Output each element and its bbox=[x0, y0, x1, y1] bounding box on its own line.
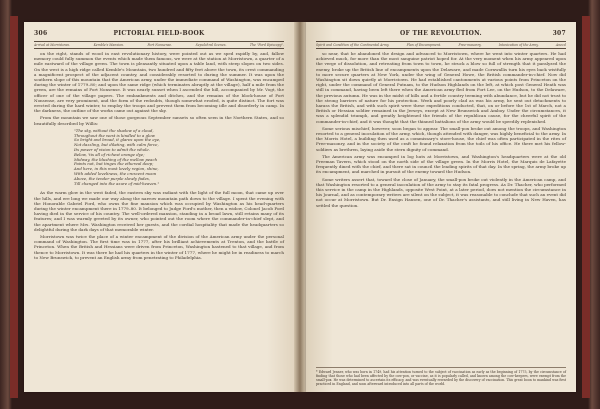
left-page bbox=[24, 22, 294, 392]
running-head: Free-masonry. bbox=[458, 43, 482, 47]
book-gutter bbox=[294, 22, 306, 392]
poem-line: Its power of vision to admit the whole. bbox=[74, 147, 150, 153]
body-text bbox=[316, 51, 566, 210]
poem-line: And here, in this most lovely region, shine, bbox=[74, 166, 159, 172]
running-head: The "Ford Episcopy". bbox=[249, 43, 284, 47]
running-head: Anecd bbox=[555, 43, 566, 47]
running-head: Fort Nonsense. bbox=[147, 43, 173, 47]
body-text bbox=[34, 51, 284, 262]
running-head: Spirit and Condition of the Continental Army. bbox=[316, 43, 390, 47]
poem-line: So bright and broad, it glares upon the eye, bbox=[74, 137, 161, 143]
paragraph: Morristown was twice the place of a winter encampment of the division of the American army under the personal command of Washington. The first time was in 1777, after his brilliant achievements at Trenton, and the battle of Princeton. When the British and Hessians were driven from Princeton, Washington hastened to that village, and from thence to Morristown. It was there he had his quarters in the winter of 1777, where he might be in readiness to march to New Brunswick, to prevent an English army from penetrating to Philadelphia. bbox=[34, 234, 284, 260]
paragraph: Some writers assert that, toward the close of January, the small-pox broke out violently in the American camp, and that Washington resorted to a general inoculation of the army to stay its fatal progress. As Dr. Thacher, who performed this service in the camp in the Highlands, opposite West Point, at a later period, does not mention the circumstance in his Journal, and as contemporary writers are silent on the subject, it was reasonable to conclude that such an event did not occur at Morristown. But Dr. Ensign Hansen, one of Dr. Thacher's assistants, and still living in New Haven, has settled the question. bbox=[316, 176, 566, 208]
paragraph: Some serious mischief, however, soon began to appear. The small-pox broke out among the troops, and Washington resorted to a general inoculation of the army, which, though attended with danger, was highly beneficial to the army. In the Morris Hotel, a building then used as a commissary's store-house, the chief was often participated in the rites of Free-masonry, and in the society of the craft he found relaxation from the toils of his office. He there met his fellow-soldiers as brethren, laying aside the stern dignity of command. bbox=[316, 125, 566, 152]
paragraph: so near, that he abandoned the design and advanced to Morristown, where he went into winter quarters. He had achieved much, for more than the most sanguine patriot hoped for. At the very moment when his army appeared upon the verge of dissolution, and retreating from town to town, he struck a blow so full of strength that it paralyzed the enemy, broke up the British line of encampments upon the Delaware, and made Cornwallis turn his eyes back wistfully to more secure quarters at New York, under the wing of General Howe, the British commander-in-chief. Now did Washington sit down quietly at Morristown. He had established cantonments at various points from Princeton on the right, under the command of General Putnam, to the Hudson Highlands on the left, at which post General Heath was still in command, having been left there when the American army fled from Fort Lee, on the Hudson, to the Delaware, the previous autumn. He was in the midst of hills and a fertile country teeming with abundance, but he did not trust to the strong barriers of nature for his protection. Week and poorly clad as was his army, he sent out detachments to harass the British, and with such spirit were these expeditions conducted, that, on or before the 1st of March, not a British or Hessian soldier remained in the Jerseys, except at New Brunswick and Amboy. Under the circumstances, it was a splendid triumph, and greatly heightened the friends of the republican cause, for the cheerful spirit of the commander-in-chief, and it was thought that the thinned battalions of the army would be speedily replenished. bbox=[316, 51, 566, 124]
page-number: 307 bbox=[552, 30, 566, 37]
paragraph: As the warm glow in the west faded, the eastern sky was radiant with the light of the full moon, that came up over the hills, and ere long we made our way along the narrow mountain path down to the village. I spent the evening with the Honorable Gabriel Ford, who owns the fine mansion which was occupied by Washington as his head-quarters during the winter encampment there in 1779–80. It belonged to Judge Ford's mother, then a widow, Colonel Jacob Ford having died in the service of his country. The well-ordered mansion, standing in a broad lawn, still retains many of its features; and I was warmly greeted by its owner, who pointed out the room where the commander-in-chief slept, and the apartment where Mrs. Washington received her guests, and the cordial hospitality that made the headquarters so delightful during the dark days of that memorable winter. bbox=[34, 190, 284, 232]
page-number: 306 bbox=[34, 30, 48, 37]
right-page bbox=[306, 22, 576, 392]
running-heads bbox=[34, 41, 284, 49]
paragraph: The American army was encamped in log huts at Morristown, and Washington's headquarters were at the old Freeman Tavern, which stood on the north side of the village green. In the Morris Hotel, the Marquis de Lafayette frequently dined with the chief, and there sat in council the leading spirits of that day. In the spring, the army broke up its encampment, and marched in pursuit of the enemy toward the Hudson. bbox=[316, 153, 566, 175]
paragraph: on the right, stands of wood in east revolutionary history, were pointed out as we sped rapidly by, and, fallow memory could fully summon the events which made them famous, we were at the station at Morristown, a quarter of a mile eastward of the village green. The town is pleasantly situated upon a table land, with steep slopes on two sides. On the west is a high ridge called Kemble's Mountain, two hundred and fifty feet above the town, its crest commanding a magnificent prospect of the adjacent country, and considerably resorted to during the summer. It was upon the southern slope of this mountain that the American army, under the immediate command of Washington, was encamped during the winter of 1779–80; and upon the same ridge (which terminates abruptly at the village), half a mile from the green, are the remains of Fort Nonsense. It was nearly sunset when I ascended the hill, accompanied by Mr. Vogt, the officer of one of the village papers. The embankments and ditches, and the remains of the block-house of Fort Nonsense, are very prominent, and the form of the redoubts, though somewhat eroded, is quite distinct. The fort was erected during the hard winter, to employ the troops and prevent them from becoming idle and disorderly in camp. In the darkness, the outline of the works came out against the sky. bbox=[34, 51, 284, 114]
running-head: Plan of Encampment. bbox=[406, 43, 442, 47]
page-header bbox=[34, 30, 284, 40]
binding-left bbox=[10, 16, 18, 398]
poem-line: Till changed into the azure of mid-heaven." bbox=[74, 180, 160, 186]
running-head: Kemble's Mansion. bbox=[93, 43, 125, 47]
poem-line: Paints not, but tinges the ethereal deep; bbox=[74, 161, 154, 167]
poem-line: Throughout the west is kindled to a glow bbox=[74, 132, 155, 138]
poem-line: Midway, the blushing of the mellow peach bbox=[74, 156, 158, 162]
binding-right bbox=[582, 16, 590, 398]
poem-line: Below, 'tis all of richest orange dye; bbox=[74, 151, 145, 157]
footnote: * Edward Jenner, who was born in 1749, had his attention turned to the subject of vaccination as early as the beginning of 1775, by the circumstance of finding that those who had been affected by the cow-pox, or vaccine, as it is popularly called, and known among the cow-keepers, were exempt from the small-pox. He was determined to ascertain its efficacy, and was eventually rewarded by the discovery of vaccination. This great boon to mankind was first practiced in England, and soon afterward introduced into all parts of the world. bbox=[316, 367, 566, 386]
running-head: Intoxication of the Army. bbox=[498, 43, 539, 47]
page-header bbox=[316, 30, 566, 40]
poem-quote bbox=[74, 129, 284, 187]
page-title: OF THE REVOLUTION. bbox=[400, 30, 482, 37]
running-heads bbox=[316, 41, 566, 49]
page-title: PICTORIAL FIELD-BOOK bbox=[113, 30, 205, 37]
running-head: Sepulchral Scenes. bbox=[195, 43, 227, 47]
poem-line: "The sky, without the shadow of a cloud, bbox=[74, 127, 154, 133]
poem-line: With added loveliness, the crescent moon bbox=[74, 171, 157, 177]
running-head: Arrival at Morristown. bbox=[34, 43, 71, 47]
poem-line: Not dazzling, but dilating, with calm force, bbox=[74, 142, 159, 148]
poem-line: Above, the tender purple slowly fades, bbox=[74, 175, 150, 181]
paragraph: From the mountain we saw one of those gorgeous September sunsets so often seen in the Northern States, and so beautifully described by Willis: bbox=[34, 115, 284, 126]
